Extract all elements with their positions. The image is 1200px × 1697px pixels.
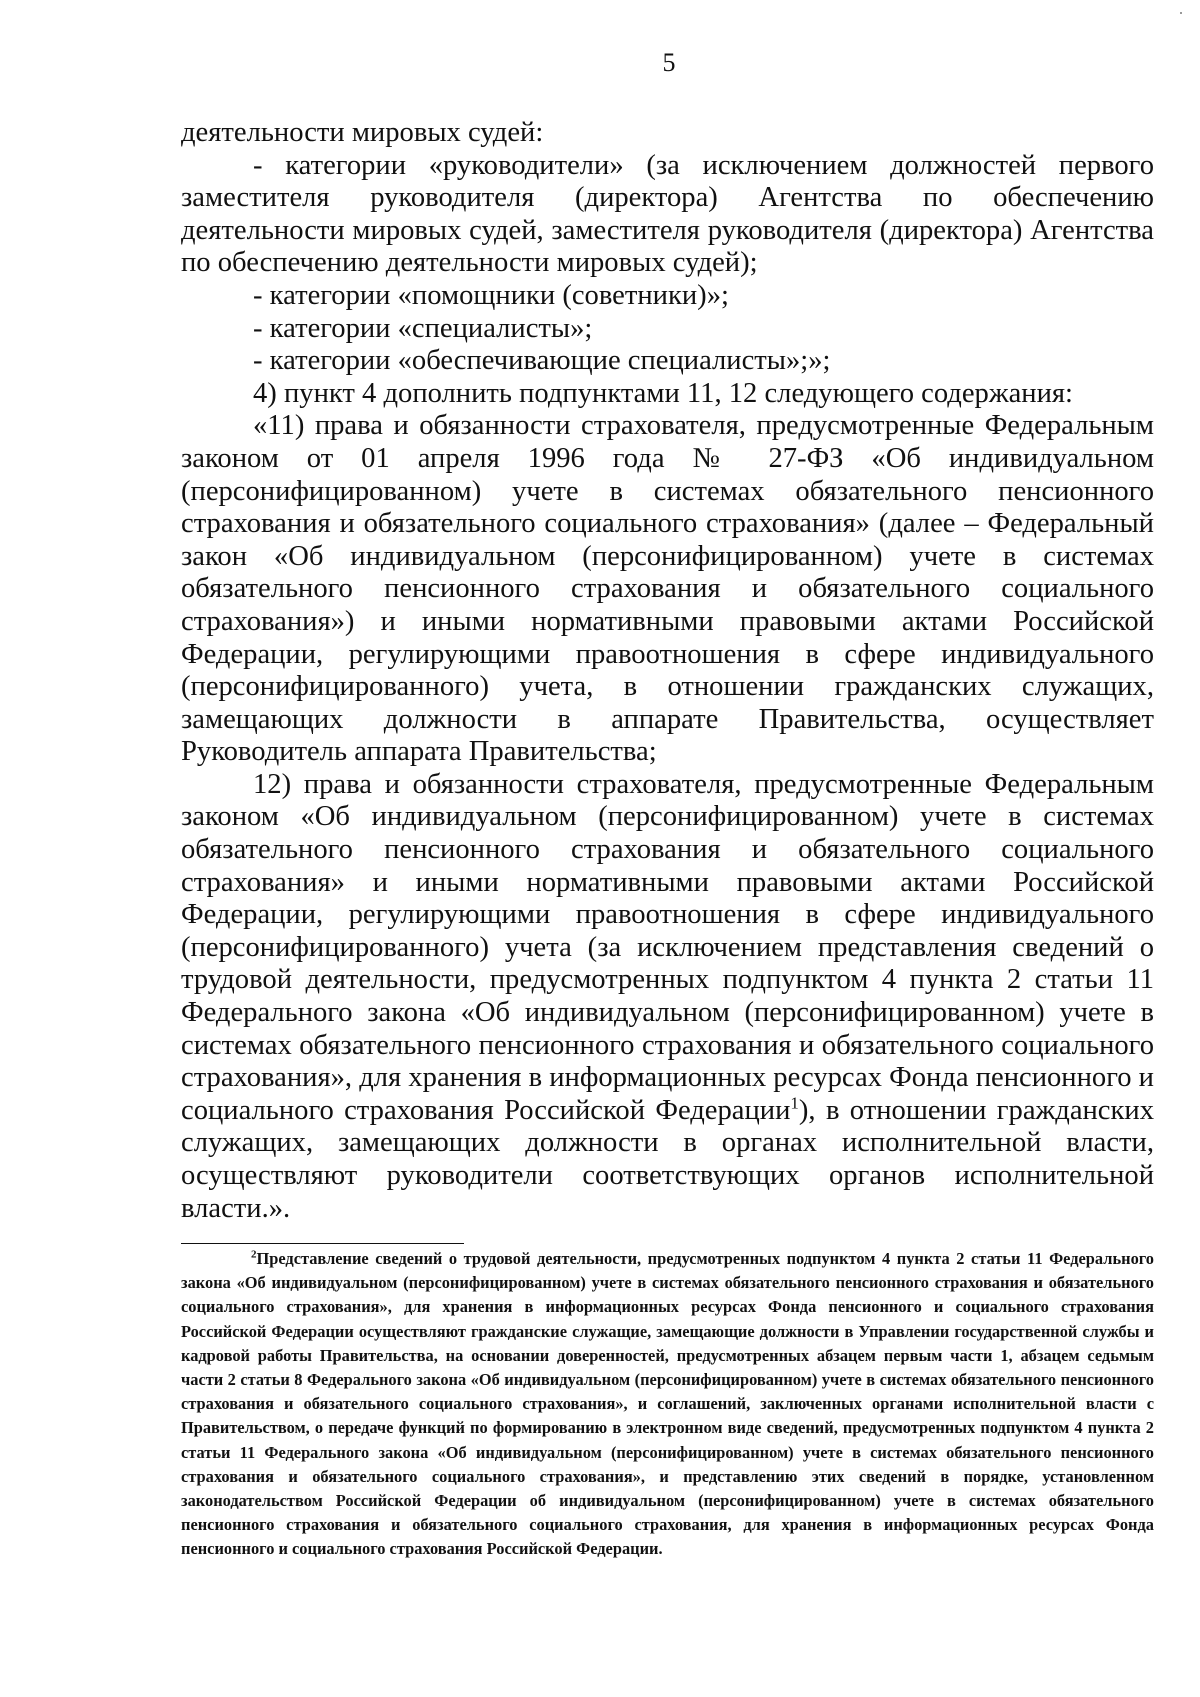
list-item-specialists: - категории «специалисты»; [253,312,593,344]
footnote-text: Представление сведений о трудовой деятельности, предусмотренных подпунктом 4 пункта 2 статьи 11 Федерального закона «Об индивидуальном (персонифицированном) учете в системах обязательного пенсионного страхования и обязательного социального страхования», для хранения в информационных ресурсах Фонда пенсионного и социального страхования Российской Федерации осуществляют гражданские служащие, замещающие должности в Управлении государственной службы и кадровой работы Правительства, на основании доверенностей, предусмотренных абзацем первым части 1, абзацем седьмым части 2 статьи 8 Федерального закона «Об индивидуальном (персонифицированном) учете в системах обязательного пенсионного страхования и обязательного социального страхования», и соглашений, заключенных органами исполнительной власти с Правительством, о передаче функций по формированию в электронном виде сведений, предусмотренных подпунктом 4 пункта 2 статьи 11 Федерального закона «Об индивидуальном (персонифицированном) учете в системах обязательного пенсионного страхования и обязательного социального страхования», и представлению этих сведений в порядке, установленном законодательством Российской Федерации об индивидуальном (персонифицированном) учете в системах обязательного пенсионного страхования и обязательного социального страхования, для хранения в информационных ресурсах Фонда пенсионного и социального страхования Российской Федерации. [181,1249,1154,1559]
list-item-assistants: - категории «помощники (советники)»; [253,279,729,311]
footnote-separator [181,1243,464,1244]
footnote-mark: 2 [251,1248,257,1261]
footnote [181,1247,1154,1562]
page-number: 5 [662,48,676,77]
paragraph-amendment-point-4: 4) пункт 4 дополнить подпунктами 11, 12 следующего содержания: [253,377,1073,409]
footnote-reference: 1 [790,1093,799,1113]
subpoint-12-text-end: ), в отношении гражданских служащих, замещающих должности в органах исполнительной власти, осуществляют руководители соответствующих органов исполнительной власти.». [181,1094,1154,1224]
paragraph-subpoint-11: «11) права и обязанности страхователя, предусмотренные Федеральным законом от 01 апреля 1996 года № 27-ФЗ «Об индивидуальном (персонифицированном) учете в системах обязательного пенсионного страхования и обязательного социального страхования» (далее – Федеральный закон «Об индивидуальном (персонифицированном) учете в системах обязательного пенсионного страхования и обязательного социального страхования») и иными нормативными правовыми актами Российской Федерации, регулирующими правоотношения в сфере индивидуального (персонифицированного) учета, в отношении гражданских служащих, замещающих должности в аппарате Правительства, осуществляет Руководитель аппарата Правительства; [181,410,1154,768]
list-item-support-specialists: - категории «обеспечивающие специалисты»;»; [253,345,831,377]
list-item-managers: - категории «руководители» (за исключением должностей первого заместителя руководителя (директора) Агентства по обеспечению деятельности мировых судей, заместителя руководителя (директора) Агентства по обеспечению деятельности мировых судей); [181,149,1154,279]
paragraph-continuation: деятельности мировых судей: [181,117,544,148]
scan-speck [1180,12,1182,14]
paragraph-subpoint-12 [181,769,1154,1225]
subpoint-12-text-start: 12) права и обязанности страхователя, предусмотренные Федеральным законом «Об индивидуальном (персонифицированном) учете в системах обязательного пенсионного страхования и обязательного социального страхования» и иными нормативными правовыми актами Российской Федерации, регулирующими правоотношения в сфере индивидуального (персонифицированного) учета (за исключением представления сведений о трудовой деятельности, предусмотренных подпунктом 4 пункта 2 статьи 11 Федерального закона «Об индивидуальном (персонифицированном) учете в системах обязательного пенсионного страхования и обязательного социального страхования», для хранения в информационных ресурсах Фонда пенсионного и социального страхования Российской Федерации [181,768,1154,1126]
body-text [181,117,1154,1225]
